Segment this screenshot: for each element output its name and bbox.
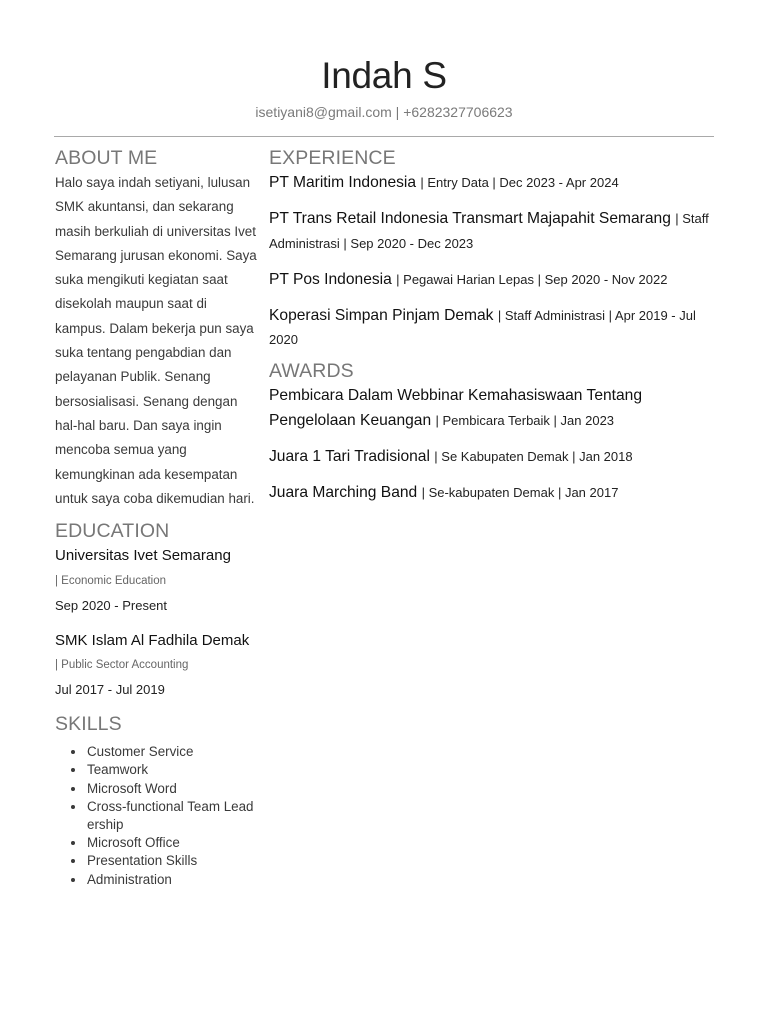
skill-item: • Administration bbox=[86, 871, 260, 889]
skill-item: • Microsoft Office bbox=[86, 834, 260, 852]
award-title: Pembicara Dalam Webbinar Kemahasiswaan Tentang Pengelolaan Keuangan bbox=[269, 387, 643, 429]
award-issuer: Se Kabupaten Demak bbox=[441, 448, 569, 464]
award-title: Juara Marching Band bbox=[269, 483, 418, 501]
resume-header bbox=[0, 52, 768, 120]
about-text: Halo saya indah setiyani, lulusan SMK akuntansi, dan sekarang masih berkuliah di universitas Ivet Semarang jurusan ekonomi. Saya suka mengikuti kegiatan saat disekolah maupun saat di kampus. Dalam bekerja pun saya suka tentang pengabdian dan pelayanan Publik. Senang bersosialisasi. Senang dengan hal-hal baru. Dan saya ingin mencoba semua yang kemungkinan ada kesempatan untuk saya coba dikemudian hari. bbox=[55, 175, 257, 506]
education-school: Universitas Ivet Semarang bbox=[55, 547, 231, 565]
award-item: Pembicara Dalam Webbinar Kemahasiswaan Tentang Pengelolaan Keuangan | Pembicara Terbaik | Jan 2023 bbox=[269, 387, 643, 429]
education-dates: Jul 2017 - Jul 2019 bbox=[55, 682, 165, 698]
first-name: Indah bbox=[321, 55, 413, 96]
award-title: Juara 1 Tari Tradisional bbox=[269, 447, 430, 465]
experience-item: PT Trans Retail Indonesia Transmart Majapahit Semarang | Staff Administrasi | Sep 2020 - Dec 2023 bbox=[269, 210, 709, 251]
award-issuer: Pembicara Terbaik bbox=[442, 412, 550, 428]
education-field: | Public Sector Accounting bbox=[55, 659, 189, 672]
candidate-name bbox=[0, 52, 768, 100]
experience-dates: Sep 2020 - Dec 2023 bbox=[350, 235, 474, 251]
skill-item: • Microsoft Word bbox=[86, 780, 260, 798]
experience-dates: Apr 2019 - Jul 2020 bbox=[269, 307, 696, 347]
contact-line: isetiyani8@gmail.com | +6282327706623 bbox=[255, 104, 513, 120]
experience-company: PT Pos Indonesia bbox=[269, 270, 392, 288]
award-item: Juara 1 Tari Tradisional | Se Kabupaten Demak | Jan 2018 bbox=[269, 447, 633, 465]
skill-item: • Cross-functional Team Leadership bbox=[86, 798, 260, 834]
last-name: S bbox=[422, 55, 447, 96]
experience-company: PT Trans Retail Indonesia Transmart Majapahit Semarang bbox=[269, 210, 671, 227]
experience-company: PT Maritim Indonesia bbox=[269, 174, 417, 191]
experience-company: Koperasi Simpan Pinjam Demak bbox=[269, 306, 494, 324]
education-item bbox=[55, 629, 260, 703]
experience-role: Entry Data bbox=[427, 175, 489, 190]
skills-list bbox=[55, 743, 260, 889]
experience-item: PT Pos Indonesia | Pegawai Harian Lepas | Sep 2020 - Nov 2022 bbox=[269, 270, 668, 288]
header-divider bbox=[54, 136, 714, 137]
experience-role: Pegawai Harian Lepas bbox=[403, 271, 534, 287]
skill-item: • Customer Service bbox=[86, 743, 260, 761]
skill-item: • Presentation Skills bbox=[86, 852, 260, 870]
award-item: Juara Marching Band | Se-kabupaten Demak | Jan 2017 bbox=[269, 483, 619, 501]
education-heading: EDUCATION bbox=[55, 520, 170, 543]
award-issuer: Se-kabupaten Demak bbox=[428, 484, 555, 500]
skill-item: • Teamwork bbox=[86, 761, 260, 779]
left-column bbox=[55, 145, 260, 889]
experience-item: PT Maritim Indonesia | Entry Data | Dec 2023 - Apr 2024 bbox=[269, 174, 619, 191]
about-heading: ABOUT ME bbox=[55, 147, 158, 169]
right-column bbox=[269, 145, 719, 517]
award-date: Jan 2023 bbox=[560, 412, 615, 428]
awards-heading: AWARDS bbox=[269, 360, 354, 382]
education-item bbox=[55, 544, 260, 618]
experience-heading: EXPERIENCE bbox=[269, 147, 396, 169]
award-date: Jan 2018 bbox=[579, 448, 633, 464]
education-dates: Sep 2020 - Present bbox=[55, 597, 168, 613]
experience-dates: Sep 2020 - Nov 2022 bbox=[544, 271, 668, 287]
skills-heading: SKILLS bbox=[55, 713, 122, 736]
experience-dates: Dec 2023 - Apr 2024 bbox=[499, 175, 619, 190]
experience-role: Staff Administrasi bbox=[269, 211, 709, 251]
education-field: | Economic Education bbox=[55, 574, 167, 587]
experience-item: Koperasi Simpan Pinjam Demak | Staff Administrasi | Apr 2019 - Jul 2020 bbox=[269, 306, 696, 347]
education-school: SMK Islam Al Fadhila Demak bbox=[55, 631, 250, 649]
experience-role: Staff Administrasi bbox=[504, 307, 606, 323]
award-date: Jan 2017 bbox=[564, 484, 619, 500]
